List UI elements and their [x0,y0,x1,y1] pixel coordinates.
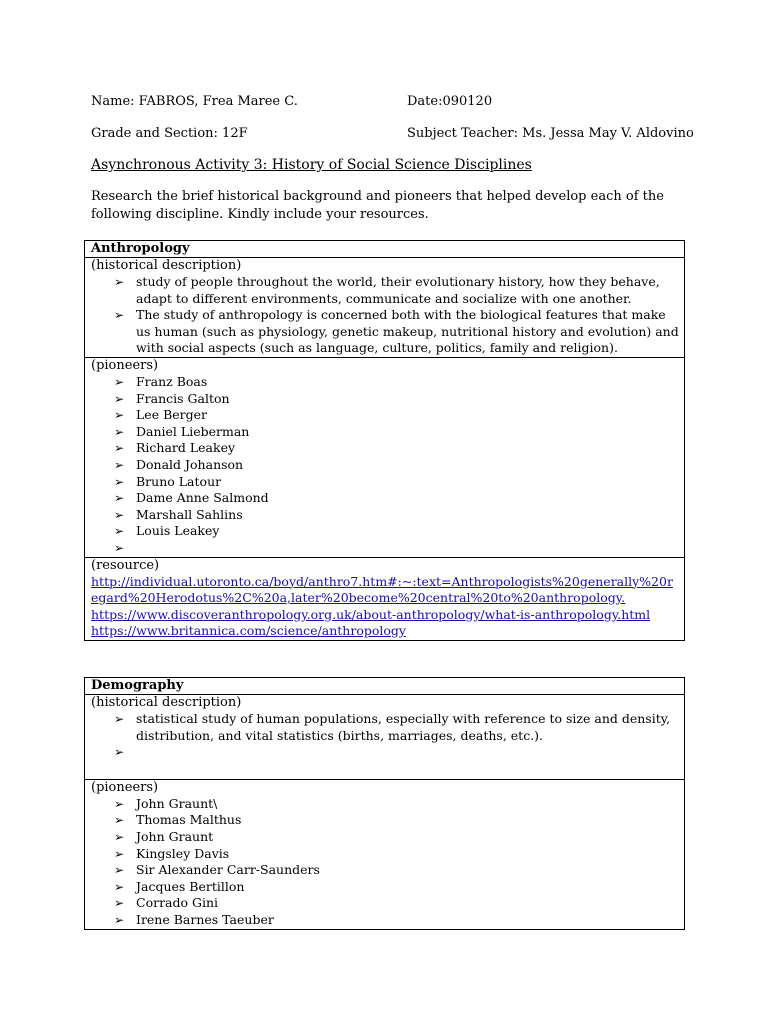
pioneer-item [91,829,680,846]
arrowhead-bullet-icon: ➢ [114,441,125,456]
subject-teacher: Subject Teacher: Ms. Jessa May V. Aldovino [407,126,694,141]
pioneer-item-text: Louis Leakey [136,523,220,539]
resource-link[interactable]: https://www.britannica.com/science/anthropology [91,623,406,639]
history-list [91,711,680,761]
pioneer-item-text: Donald Johanson [136,456,244,472]
history-item-text: study of people throughout the world, their evolutionary history, how they behave, adapt to different environments, communicate and socialize with one another. [136,274,660,306]
pioneer-item-text: Kingsley Davis [136,845,230,861]
pioneer-item [91,540,680,557]
activity-title: Asynchronous Activity 3: History of Social Science Disciplines [91,157,532,173]
anthropology-table [84,240,685,641]
history-item-text: statistical study of human populations, especially with reference to size and density, distribution, and vital statistics (births, marriages, deaths, etc.). [136,711,671,743]
pioneer-item [91,879,680,896]
demography-table [84,677,685,930]
pioneers-label: (pioneers) [91,357,159,373]
pioneer-item-text: Bruno Latour [136,473,222,489]
arrowhead-bullet-icon: ➢ [114,540,125,555]
arrowhead-bullet-icon: ➢ [114,712,125,726]
arrowhead-bullet-icon: ➢ [114,863,125,878]
demography-history-cell [85,695,684,780]
pioneer-item [91,796,680,813]
history-item [91,711,680,744]
pioneer-item [91,523,680,540]
anthropology-pioneers-cell [85,358,684,558]
date-field: Date:090120 [407,94,493,109]
header-row-2 [91,124,694,144]
pioneer-item-text: Marshall Sahlins [136,506,243,522]
history-label: (historical description) [91,695,242,710]
pioneer-item [91,862,680,879]
arrowhead-bullet-icon: ➢ [114,391,125,406]
pioneer-item-text: Francis Galton [136,390,230,406]
pioneer-item [91,812,680,829]
pioneer-item [91,490,680,507]
pioneer-item [91,507,680,524]
pioneer-item [91,424,680,441]
pioneer-item-text: Sir Alexander Carr-Saunders [136,862,320,878]
history-item [91,307,680,357]
history-item [91,744,680,761]
history-list [91,274,680,357]
arrowhead-bullet-icon: ➢ [114,813,125,828]
arrowhead-bullet-icon: ➢ [114,524,125,539]
pioneer-item [91,391,680,408]
pioneer-item-text: Franz Boas [136,373,208,389]
arrowhead-bullet-icon: ➢ [114,474,125,489]
pioneer-item [91,846,680,863]
anthropology-heading-row [85,241,684,258]
anthropology-history-cell [85,258,684,358]
pioneer-item-text: Richard Leakey [136,440,236,456]
history-item [91,274,680,307]
pioneer-item-text: John Graunt [136,828,214,844]
pioneer-item [91,474,680,491]
arrowhead-bullet-icon: ➢ [114,879,125,894]
anthropology-heading: Anthropology [91,241,190,256]
arrowhead-bullet-icon: ➢ [114,457,125,472]
student-name: Name: FABROS, Frea Maree C. [91,94,298,109]
arrowhead-bullet-icon: ➢ [114,829,125,844]
pioneer-item-text: Lee Berger [136,407,208,423]
pioneer-item-text: Daniel Lieberman [136,423,250,439]
demography-heading-row [85,678,684,695]
arrowhead-bullet-icon: ➢ [114,846,125,861]
pioneers-list [91,374,680,557]
header-row-1 [91,92,691,112]
demography-heading: Demography [91,678,184,693]
arrowhead-bullet-icon: ➢ [114,408,125,423]
history-item-text: The study of anthropology is concerned both with the biological features that make us human (such as physiology, genetic makeup, nutritional history and evolution) and with social aspects (such as language, culture, politics, family and religion). [136,307,679,356]
pioneer-item-text: Dame Anne Salmond [136,490,269,506]
pioneer-item-text: Irene Barnes Taeuber [136,911,274,927]
arrowhead-bullet-icon: ➢ [114,424,125,439]
resource-link[interactable]: https://www.discoveranthropology.org.uk/about-anthropology/what-is-anthropology.html [91,606,651,622]
demography-pioneers-cell [85,780,684,929]
resource-link[interactable]: http://individual.utoronto.ca/boyd/anthro7.htm#:~:text=Anthropologists%20generally%20regard%20Herodotus%2C%20a,later%20become%20central%20to%20anthropology. [91,573,673,606]
pioneer-item [91,407,680,424]
anthropology-resource-cell [85,558,684,640]
pioneer-item [91,374,680,391]
pioneer-item [91,895,680,912]
pioneer-item-text: Corrado Gini [136,895,219,911]
arrowhead-bullet-icon: ➢ [114,796,125,811]
history-label: (historical description) [91,258,242,273]
arrowhead-bullet-icon: ➢ [114,491,125,506]
arrowhead-bullet-icon: ➢ [114,896,125,911]
pioneer-item-text: Thomas Malthus [136,812,242,828]
arrowhead-bullet-icon: ➢ [114,745,125,760]
resource-links [91,574,680,640]
pioneers-label: (pioneers) [91,779,159,795]
resource-label: (resource) [91,557,160,573]
arrowhead-bullet-icon: ➢ [114,912,125,927]
instructions: Research the brief historical background and pioneers that helped develop each of the following discipline. Kindly include your resources. [91,189,664,222]
arrowhead-bullet-icon: ➢ [114,507,125,522]
pioneers-list [91,796,680,929]
grade-section: Grade and Section: 12F [91,126,248,141]
arrowhead-bullet-icon: ➢ [114,374,125,389]
pioneer-item-text: John Graunt\ [136,795,218,811]
pioneer-item-text: Jacques Bertillon [136,878,245,894]
pioneer-item [91,912,680,929]
arrowhead-bullet-icon: ➢ [114,308,125,323]
arrowhead-bullet-icon: ➢ [114,275,125,289]
pioneer-item [91,440,680,457]
pioneer-item [91,457,680,474]
